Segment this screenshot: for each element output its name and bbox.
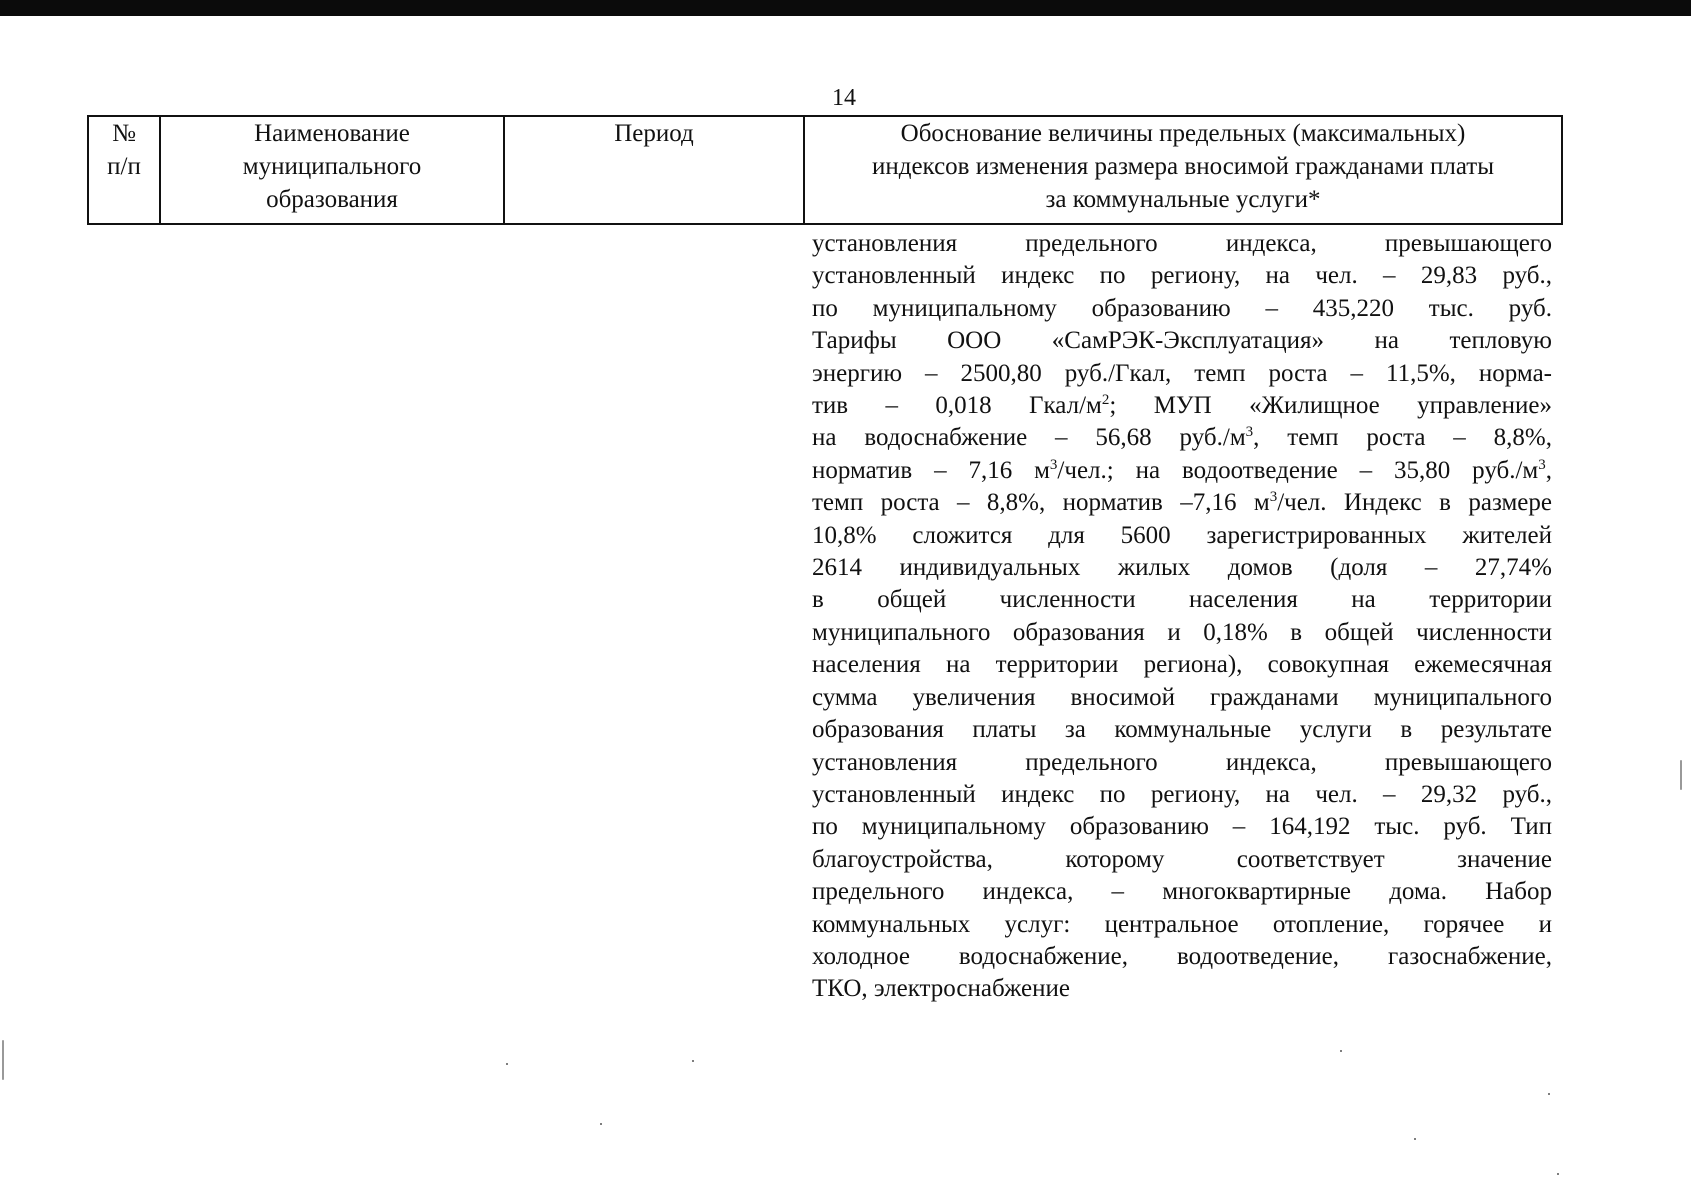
text-segment: населения на территории региона), совокупная ежемесячная [812, 651, 1552, 679]
text-segment: сумма увеличения вносимой гражданами муниципального [812, 683, 1552, 711]
text-line [812, 682, 1552, 714]
text-line [812, 455, 1552, 487]
header-col-municipality: Наименование муниципального образования [160, 116, 504, 224]
text-segment: /чел.; на водоотведение – 35,80 руб./м [1057, 456, 1539, 484]
text-segment: ; МУП «Жилищное управление» [1109, 392, 1553, 420]
scan-edge-mark [2, 1040, 4, 1080]
text-segment: холодное водоснабжение, водоотведение, газоснабжение, [812, 942, 1552, 970]
text-segment: , [1545, 456, 1552, 484]
text-line [812, 260, 1552, 292]
text-segment: благоустройства, которому соответствует значение [812, 845, 1552, 873]
text-line [812, 779, 1552, 811]
scan-speck [506, 1063, 508, 1065]
header-table [87, 115, 1563, 225]
text-segment: норматив – 7,16 м [812, 456, 1050, 484]
text-line [812, 422, 1552, 454]
justification-paragraph [812, 228, 1552, 1006]
text-segment: /чел. Индекс в размере [1277, 489, 1552, 517]
text-segment: по муниципальному образованию – 435,220 тыс. руб. [812, 294, 1552, 322]
text-segment: 10,8% сложится для 5600 зарегистрированных жителей [812, 521, 1552, 549]
text-line [812, 747, 1552, 779]
text-line [812, 909, 1552, 941]
scan-edge-mark [1680, 760, 1682, 790]
header-col-period: Период [504, 116, 804, 224]
text-segment: установления предельного индекса, превышающего [812, 748, 1552, 776]
scan-speck [600, 1123, 602, 1125]
text-segment: установления предельного индекса, превышающего [812, 230, 1552, 257]
text-line [812, 941, 1552, 973]
text-segment: тив – 0,018 Гкал/м [812, 392, 1102, 420]
superscript: 3 [1538, 456, 1546, 473]
justification-text [812, 228, 1552, 1006]
header-col-justification: Обоснование величины предельных (максимальных) индексов изменения размера вносимой гражданами платы за коммунальные услуги* [804, 116, 1562, 224]
scan-speck [692, 1060, 694, 1062]
scan-top-border [0, 0, 1691, 16]
text-line [812, 520, 1552, 552]
text-line [812, 584, 1552, 616]
text-segment: установленный индекс по региону, на чел. – 29,83 руб., [812, 262, 1552, 290]
text-segment: установленный индекс по региону, на чел. – 29,32 руб., [812, 780, 1552, 808]
text-segment: 2614 индивидуальных жилых домов (доля – 27,74% [812, 554, 1552, 582]
scan-speck [1414, 1138, 1416, 1140]
text-segment: на водоснабжение – 56,68 руб./м [812, 424, 1246, 452]
text-line [812, 325, 1552, 357]
text-line [812, 358, 1552, 390]
text-segment: образования платы за коммунальные услуги в результате [812, 716, 1552, 744]
text-segment: Тарифы ООО «СамРЭК-Эксплуатация» на тепловую [812, 327, 1552, 355]
text-line [812, 844, 1552, 876]
text-line [812, 617, 1552, 649]
superscript: 3 [1269, 489, 1278, 506]
text-line [812, 714, 1552, 746]
superscript: 3 [1245, 424, 1254, 441]
text-line [812, 973, 1552, 1005]
text-segment: муниципального образования и 0,18% в общей численности [812, 618, 1552, 646]
text-segment: по муниципальному образованию – 164,192 тыс. руб. Тип [812, 813, 1552, 841]
text-line [812, 649, 1552, 681]
text-line [812, 390, 1552, 422]
text-segment: энергию – 2500,80 руб./Гкал, темп роста – 11,5%, норма- [812, 359, 1552, 387]
text-segment: предельного индекса, – многоквартирные дома. Набор [812, 878, 1552, 906]
scan-speck [1340, 1050, 1342, 1052]
header-col-number: № п/п [88, 116, 160, 224]
text-segment: в общей численности населения на территории [812, 586, 1552, 614]
text-segment: ТКО, электроснабжение [812, 975, 1070, 1003]
text-segment: темп роста – 8,8%, норматив –7,16 м [812, 489, 1270, 517]
superscript: 2 [1101, 392, 1110, 409]
text-line [812, 552, 1552, 584]
superscript: 3 [1049, 456, 1058, 473]
text-line [812, 876, 1552, 908]
header-row [88, 116, 1562, 224]
text-segment: коммунальных услуг: центральное отопление, горячее и [812, 910, 1552, 938]
scan-speck [1557, 1173, 1559, 1175]
text-line [812, 811, 1552, 843]
text-line [812, 487, 1552, 519]
page-number: 14 [832, 85, 856, 111]
text-segment: , темп роста – 8,8%, [1253, 424, 1552, 452]
text-line [812, 293, 1552, 325]
text-line [812, 228, 1552, 260]
scan-speck [1548, 1093, 1550, 1095]
